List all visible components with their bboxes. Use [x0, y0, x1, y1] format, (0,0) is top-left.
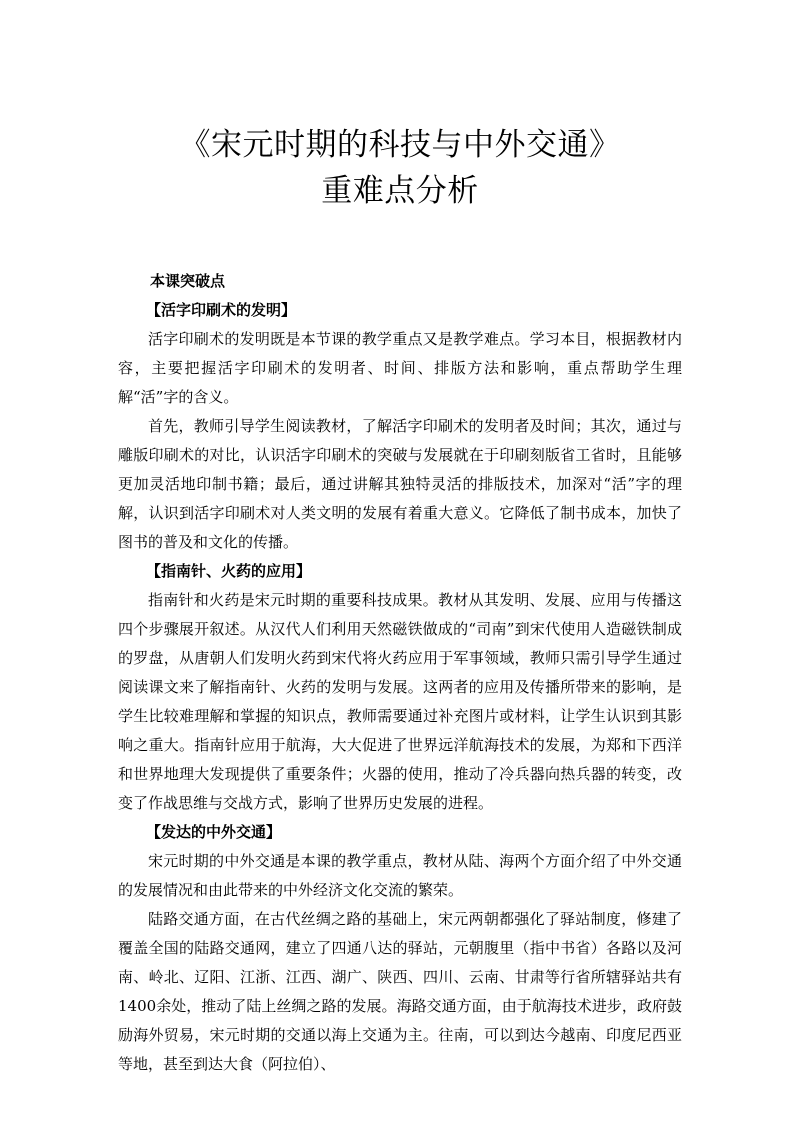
- section-foreign-transport: [118, 818, 682, 1079]
- section-heading: 【指南针、火药的应用】: [146, 562, 312, 580]
- document-title: [118, 122, 682, 214]
- title-line-1: 《宋元时期的科技与中外交通》: [179, 127, 621, 163]
- title-line-2: 重难点分析: [321, 173, 479, 209]
- intro-label: 本课突破点: [150, 272, 226, 290]
- paragraph: 活字印刷术的发明既是本节课的教学重点又是教学难点。学习本目，根据教材内容，主要把握活字印刷术的发明者、时间、排版方法和影响，重点帮助学生理解“活”字的含义。: [118, 330, 682, 406]
- section-movable-type: [118, 296, 682, 557]
- section-compass-gunpowder: [118, 557, 682, 818]
- section-heading: 【发达的中外交通】: [146, 823, 282, 841]
- paragraph: 陆路交通方面，在古代丝绸之路的基础上，宋元两朝都强化了驿站制度，修建了覆盖全国的陆路交通网，建立了四通八达的驿站，元朝腹里（指中书省）各路以及河南、岭北、辽阳、江浙、江西、湖广、陕西、四川、云南、甘肃等行省所辖驿站共有1400余处，推动了陆上丝绸之路的发展。海路交通方面，由于航海技术进步，政府鼓励海外贸易，宋元时期的交通以海上交通为主。往南，可以到达今越南、印度尼西亚等地，甚至到达大食（阿拉伯）、: [118, 910, 682, 1073]
- paragraph: 指南针和火药是宋元时期的重要科技成果。教材从其发明、发展、应用与传播这四个步骤展开叙述。从汉代人们利用天然磁铁做成的“司南”到宋代使用人造磁铁制成的罗盘，从唐朝人们发明火药到宋代将火药应用于军事领域，教师只需引导学生通过阅读课文来了解指南针、火药的发明与发展。这两者的应用及传播所带来的影响，是学生比较难理解和掌握的知识点，教师需要通过补充图片或材料，让学生认识到其影响之重大。指南针应用于航海，大大促进了世界远洋航海技术的发展，为郑和下西洋和世界地理大发现提供了重要条件；火器的使用，推动了冷兵器向热兵器的转变，改变了作战思维与交战方式，影响了世界历史发展的进程。: [118, 591, 682, 812]
- paragraph: 宋元时期的中外交通是本课的教学重点，教材从陆、海两个方面介绍了中外交通的发展情况和由此带来的中外经济文化交流的繁荣。: [118, 852, 682, 899]
- paragraph: 首先，教师引导学生阅读教材，了解活字印刷术的发明者及时间；其次，通过与雕版印刷术的对比，认识活字印刷术的突破与发展就在于印刷刻版省工省时，且能够更加灵活地印制书籍；最后，通过讲解其独特灵活的排版技术，加深对“活”字的理解，认识到活字印刷术对人类文明的发展有着重大意义。它降低了制书成本，加快了图书的普及和文化的传播。: [118, 417, 682, 551]
- section-heading: 【活字印刷术的发明】: [146, 301, 297, 319]
